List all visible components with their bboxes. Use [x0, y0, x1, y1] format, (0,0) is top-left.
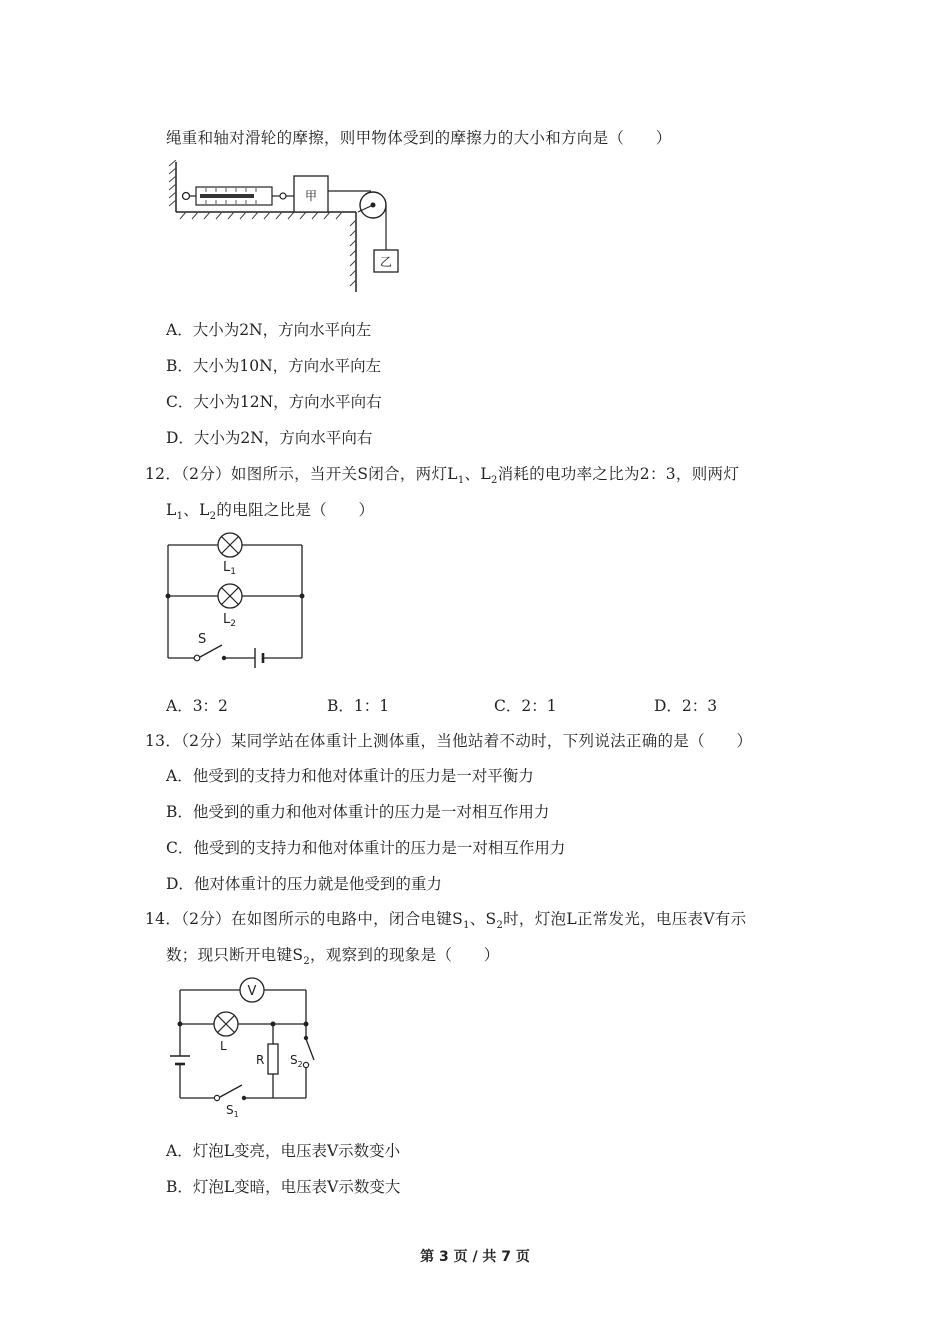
q12-circuit-diagram: [160, 530, 310, 670]
voltmeter-v-label: V: [247, 984, 257, 999]
q14-option-b: B．灯泡L变暗，电压表V示数变大: [166, 1178, 401, 1196]
q13-option-d: D．他对体重计的压力就是他受到的重力: [166, 875, 442, 893]
block-jia-label: 甲: [304, 189, 318, 203]
q11-option-c: C．大小为12N，方向水平向右: [166, 393, 382, 411]
q14-stem-line1: 14．（2分）在如图所示的电路中，闭合电键$S_1$、$S_2$时，灯泡L正常发光，电压表V有示: [145, 910, 747, 932]
q13-option-b: B．他受到的重力和他对体重计的压力是一对相互作用力: [166, 803, 550, 821]
block-yi-label: 乙: [379, 255, 393, 269]
q12-option-d: D．2：3: [654, 697, 718, 715]
q13-stem: 13．（2分）某同学站在体重计上测体重，当他站着不动时，下列说法正确的是（ ）: [145, 732, 753, 750]
q14-option-a: A．灯泡L变亮，电压表V示数变小: [166, 1142, 401, 1160]
page-footer: 第 3 页 / 共 7 页: [420, 1249, 530, 1265]
q13-option-c: C．他受到的支持力和他对体重计的压力是一对相互作用力: [166, 839, 566, 857]
q11-option-d: D．大小为2N，方向水平向右: [166, 429, 373, 447]
lamp-l2-label: $L_2$: [223, 612, 236, 629]
switch-s2-label: $S_2$: [290, 1053, 303, 1069]
q11-diagram: [166, 160, 406, 295]
lamp-l-label: L: [220, 1039, 227, 1053]
q12-option-c: C．2：1: [494, 697, 557, 715]
q14-stem-line2: 数；现只断开电键$S_2$，观察到的现象是（ ）: [166, 946, 500, 968]
switch-s-label: S: [198, 632, 207, 647]
q12-option-b: B．1：1: [327, 697, 390, 715]
q11-option-b: B．大小为10N，方向水平向左: [166, 357, 382, 375]
q12-stem-line2: $L_1$、$L_2$的电阻之比是（ ）: [166, 501, 375, 523]
lamp-l1-label: $L_1$: [223, 560, 236, 577]
q11-stem-continuation: 绳重和轴对滑轮的摩擦，则甲物体受到的摩擦力的大小和方向是（ ）: [166, 129, 672, 147]
q14-circuit-diagram: [168, 976, 318, 1126]
q12-stem-line1: 12．（2分）如图所示，当开关S闭合，两灯$L_1$、$L_2$消耗的电功率之比为2：3，则两灯: [145, 465, 740, 487]
switch-s1-label: $S_1$: [226, 1103, 239, 1119]
resistor-r-label: R: [256, 1053, 265, 1067]
q11-option-a: A．大小为2N，方向水平向左: [166, 321, 372, 339]
q13-option-a: A．他受到的支持力和他对体重计的压力是一对平衡力: [166, 767, 534, 785]
q12-option-a: A．3：2: [166, 697, 228, 715]
